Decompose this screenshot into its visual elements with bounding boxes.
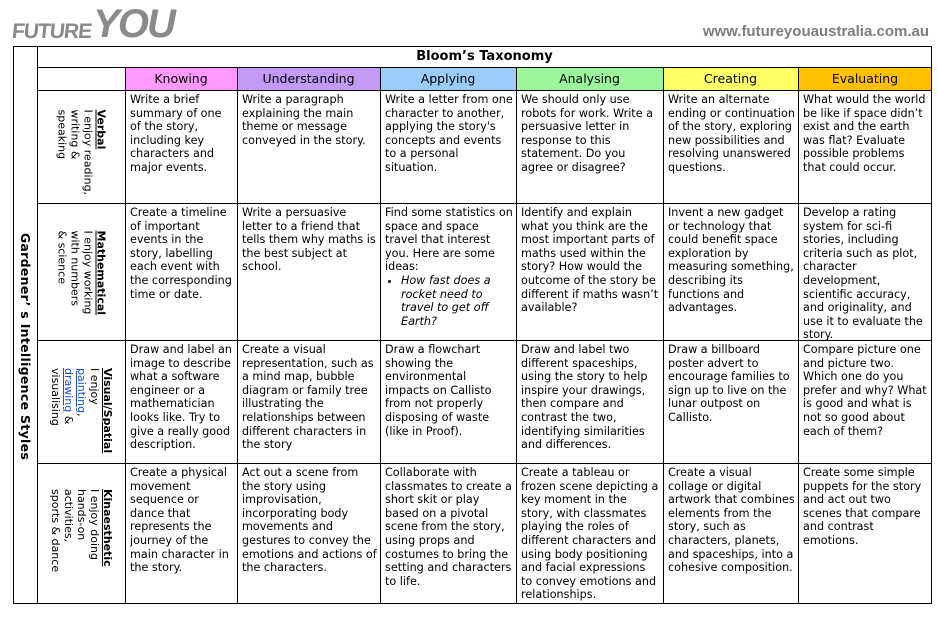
cell-mathematical-evaluating: Develop a rating system for sci-fi stories, including criteria such as plot, character development, scientific accuracy, and originality, and use it to evaluate the story. [803,206,923,340]
cell-kinaesthetic-creating: Create a visual collage or digital artwork that combines elements from the story, such as characters, planets, and spaceships, into a cohesive composition. [668,466,795,575]
row-name: Visual/Spatial [101,368,114,454]
blooms-taxonomy-table [13,46,932,604]
row-description: I enjoy reading, writing & speaking [55,109,95,196]
cell-mathematical-analysing: Identify and explain what you think are the most important parts of maths used within the story? How would the outcome of the story be different if maths wasn’t available? [521,206,659,315]
cell-verbal-applying: Write a letter from one character to another, applying the story's concepts and events to a personal situation. [385,93,513,174]
row-label-mathematical [38,204,125,340]
intelligence-styles-label [14,90,37,603]
table-title: Bloom’s Taxonomy [416,49,553,64]
cell-mathematical-creating: Invent a new gadget or technology that could benefit space exploration by measuring something, describing its functions and advantages. [668,206,794,315]
applying-intro-text: Find some statistics on space and space travel that interest you. Here are some ideas: [385,206,513,274]
row-description-suffix: & visualising [49,368,75,426]
ideas-list [385,274,513,328]
cell-verbal-understanding: Write a paragraph explaining the main theme or message conveyed in the story. [242,93,366,147]
row-label-verbal [38,91,125,203]
grid-line [931,46,932,604]
column-header-understanding: Understanding [262,71,355,86]
cell-visual-creating: Draw a billboard poster advert to encourage families to sign up to live on the lunar outpost on Callisto. [668,343,790,424]
side-label-text: Gardener’ s Intelligence Styles [18,232,34,461]
cell-verbal-analysing: We should only use robots for work. Write a persuasive letter in response to this statement. Do you agree or disagree? [521,93,653,174]
row-name: Verbal [94,109,108,150]
cell-kinaesthetic-applying: Collaborate with classmates to create a short skit or play based on a pivotal scene from the story, using props and costumes to bring the setting and characters to life. [385,466,512,588]
column-header-creating: Creating [703,71,758,86]
cell-verbal-creating: Write an alternate ending or continuation of the story, exploring new possibilities and resolving unanswered questions. [668,93,795,174]
logo-future-text: FUTURE [10,20,93,43]
column-header-evaluating: Evaluating [831,71,899,86]
future-you-logo [10,2,174,46]
cell-kinaesthetic-knowing: Create a physical movement sequence or dance that represents the journey of the main character in the story. [130,466,229,575]
cell-mathematical-applying [381,204,516,340]
cell-visual-analysing: Draw and label two different spaceships, using the story to help inspire your drawings, then compare and contrast the two, identifying similarities and differences. [521,343,648,452]
row-description: I enjoy working with numbers & science [55,230,95,315]
cell-verbal-knowing: Write a brief summary of one of the story, including key characters and major events. [130,93,222,174]
idea-list-item: • How fast does a rocket need to travel to get off Earth? [401,274,513,328]
website-url: www.futureyouaustralia.com.au [702,23,929,40]
row-description-prefix: I enjoy [88,368,101,405]
column-header-applying: Applying [420,71,476,86]
cell-visual-knowing: Draw and label an image to describe what a software engineer or a mathematician looks like. Try to give a really good description. [130,343,232,452]
row-name: Mathematical [94,230,108,316]
row-description-sep: , [75,413,88,417]
drawing-link[interactable]: drawing [62,368,75,413]
column-header-knowing: Knowing [154,71,208,86]
cell-kinaesthetic-evaluating: Create some simple puppets for the story and act out two scenes that compare and contrast emotions. [803,466,922,547]
row-description: I enjoy doing hands-on activities, sports & dance [49,489,101,573]
cell-kinaesthetic-analysing: Create a tableau or frozen scene depicting a key moment in the story, with classmates playing the roles of different characters and using body positioning and facial expressions to convey emotions and relationships. [521,466,659,602]
cell-mathematical-understanding: Write a persuasive letter to a friend that tells them why maths is the best subject at school. [242,206,376,274]
cell-visual-evaluating: Compare picture one and picture two. Which one do you prefer and why? What is good and what is not so good about each of them? [803,343,927,438]
logo-you-text: YOU [93,2,174,46]
row-label-kinaesthetic [38,464,125,603]
painting-link[interactable]: painting [75,368,88,414]
cell-visual-understanding: Create a visual representation, such as a mind map, bubble diagram or family tree illustrating the relationships between different characters in the story [242,343,374,452]
cell-kinaesthetic-understanding: Act out a scene from the story using improvisation, incorporating body movements and gestures to convey the emotions and actions of the characters. [242,466,377,575]
column-header-analysing: Analysing [559,71,620,86]
cell-verbal-evaluating: What would the world be like if space didn’t exist and the earth was flat? Evaluate possible problems that could occur. [803,93,926,174]
cell-visual-applying: Draw a flowchart showing the environmental impacts on Callisto from not properly disposing of waste (like in Proof). [385,343,492,438]
row-name: Kinaesthetic [101,489,114,567]
row-label-visual-spatial [38,341,125,463]
grid-line [13,603,932,604]
cell-mathematical-knowing: Create a timeline of important events in the story, labelling each event with the corresponding time or date. [130,206,232,301]
